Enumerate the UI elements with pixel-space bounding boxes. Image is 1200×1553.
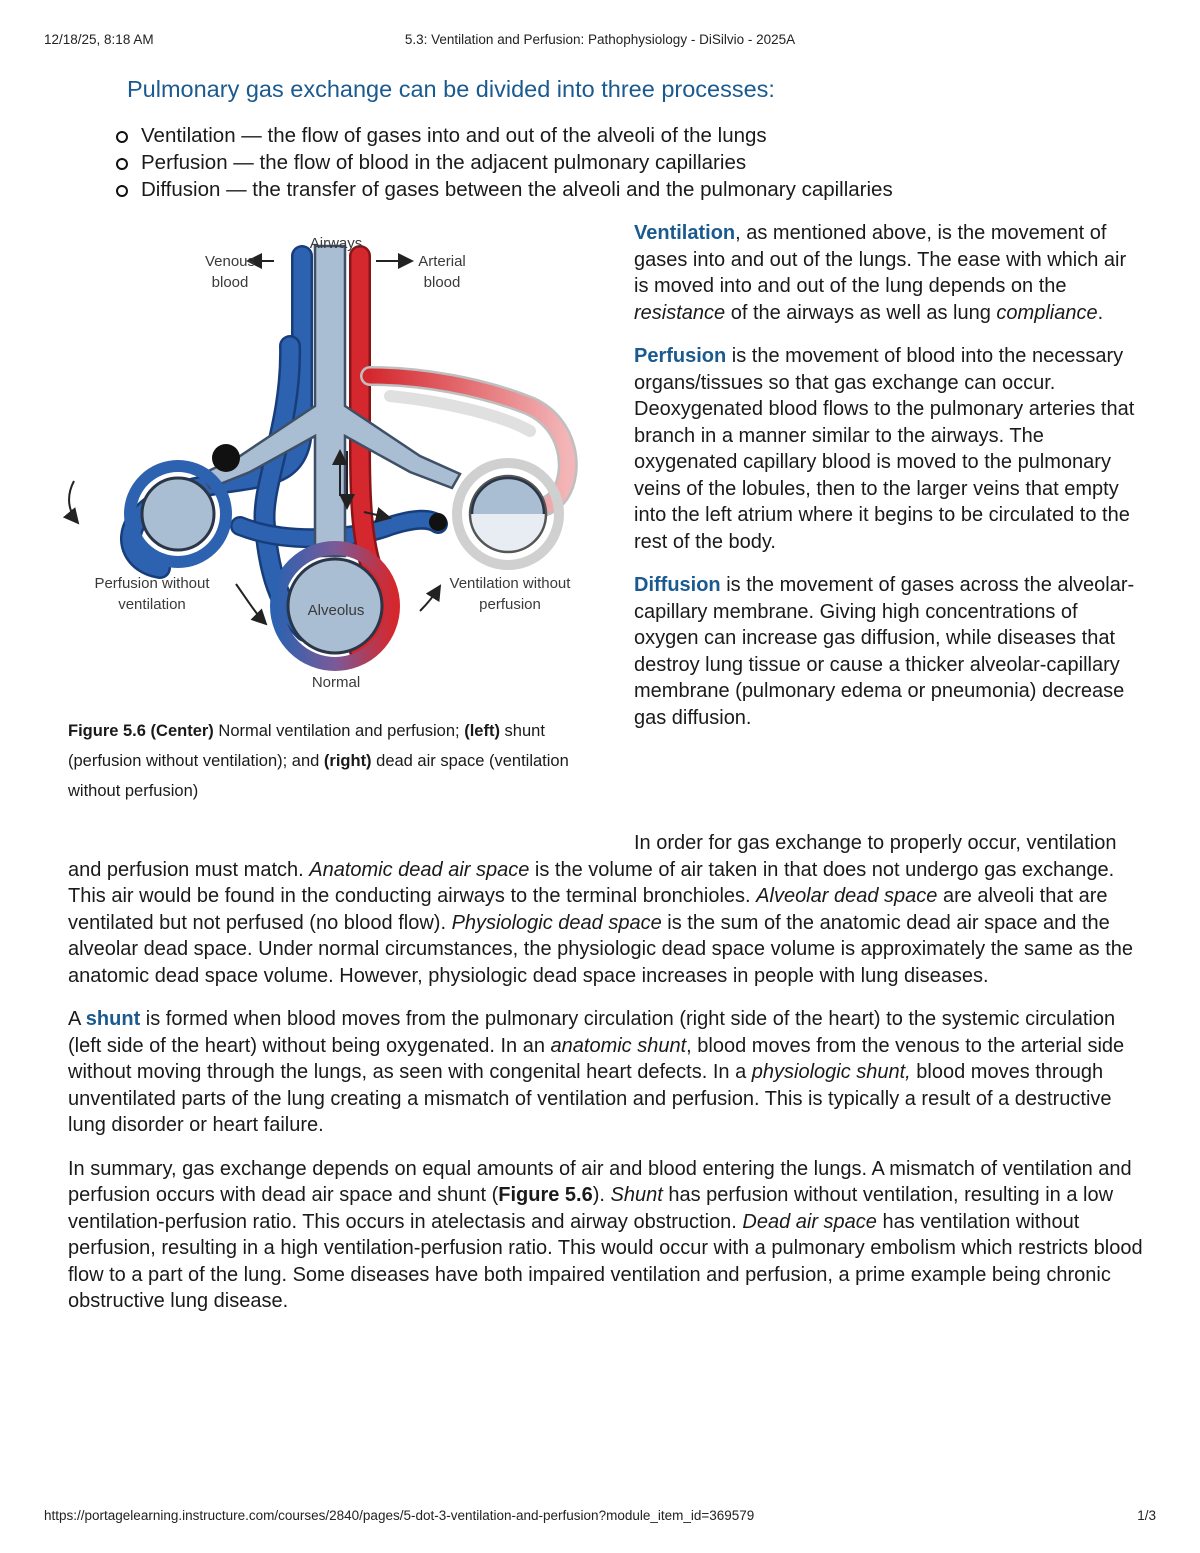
print-page-title: 5.3: Ventilation and Perfusion: Pathophysiology - DiSilvio - 2025A (404, 32, 796, 47)
paragraph-text: is the movement of blood into the necessary organs/tissues so that gas exchange can occur. Deoxygenated blood flows to the pulmonary arteries that branch in a manner similar to the airways. The oxygenated capillary blood is moved to the pulmonary veins of the lobules, then to the larger veins that empty into the left atrium where it begins to be circulated to the rest of the body. (634, 345, 1135, 553)
ventilation-paragraph (634, 220, 1144, 326)
caption-figure-number: Figure 5.6 (68, 722, 146, 740)
caption-right-tag: (right) (323, 752, 372, 770)
list-item-text: Perfusion — the flow of blood in the adjacent pulmonary capillaries (141, 151, 747, 174)
label-right-2: perfusion (479, 596, 541, 613)
paragraph-text: of the airways as well as lung (725, 301, 997, 324)
emphasis-text: physiologic shunt, (751, 1061, 911, 1083)
paragraph-text: In order for gas exchange to properly occur, ventilation and perfusion must match. (68, 832, 1117, 881)
label-normal: Normal (311, 674, 361, 691)
term-diffusion: Diffusion (634, 574, 721, 596)
paragraph-text: A (68, 1008, 86, 1030)
caption-text: dead air space (ventilation without perfusion) (68, 752, 569, 800)
diffusion-paragraph (634, 572, 1144, 731)
print-page-number: 1/3 (1137, 1508, 1156, 1523)
figure-caption (68, 716, 588, 806)
term-perfusion: Perfusion (634, 345, 727, 367)
label-airways: Airways (309, 235, 363, 252)
bullet-circle-icon (116, 131, 128, 143)
perfusion-paragraph (634, 343, 1144, 555)
paragraph-text: blood moves through unventilated parts of the lung creating a mismatch of ventilation and perfusion. This is typically a result of a destructive lung disorder or heart failure. (68, 1061, 1112, 1136)
print-datetime: 12/18/25, 8:18 AM (44, 32, 154, 47)
caption-text: Normal ventilation and perfusion; (213, 722, 465, 740)
process-list (114, 122, 893, 203)
list-item (114, 149, 893, 176)
list-item (114, 176, 893, 203)
embolus-right-icon (429, 513, 447, 531)
caption-left-tag: (left) (464, 722, 500, 740)
caption-center-tag: (Center) (150, 722, 214, 740)
label-arterial-2: blood (423, 274, 461, 291)
alveolus-right-deadspace (457, 463, 559, 565)
term-ventilation: Ventilation (634, 222, 736, 244)
paragraph-text: is the volume of air taken in that does not undergo gas exchange. This air would be found in the conducting airways to the terminal bronchioles. (68, 858, 1115, 907)
term-shunt: shunt (85, 1008, 141, 1030)
definitions-column (634, 220, 1144, 748)
bullet-circle-icon (116, 158, 128, 170)
label-venous-1: Venous (204, 253, 256, 270)
paragraph-text: , blood moves from the venous to the arterial side without moving through the lungs, as seen with congenital heart defects. In a (68, 1034, 1125, 1083)
alveolus-left-shunt (130, 466, 226, 562)
label-arterial-1: Arterial (418, 253, 466, 270)
label-left-2: ventilation (118, 596, 186, 613)
list-item-text: Diffusion — the transfer of gases between the alveoli and the pulmonary capillaries (141, 178, 893, 201)
shunt-paragraph (68, 1006, 1148, 1139)
emphasis-text: Shunt (610, 1184, 663, 1206)
main-body (68, 830, 1148, 1332)
emphasis-text: Physiologic dead space (451, 911, 662, 934)
emphasis-text: Alveolar dead space (756, 885, 938, 907)
bullet-circle-icon (116, 185, 128, 197)
paragraph-text: is formed when blood moves from the pulmonary circulation (right side of the heart) to the systemic circulation (left side of the heart) without being oxygenated. In an (68, 1008, 1116, 1057)
list-item-text: Ventilation — the flow of gases into and out of the alveoli of the lungs (141, 124, 767, 147)
section-heading: Pulmonary gas exchange can be divided into three processes: (127, 76, 775, 102)
emphasis-text: anatomic shunt (550, 1034, 687, 1057)
vq-mismatch-diagram (60, 226, 590, 704)
paragraph-text: is the sum of the anatomic dead air space and the alveolar dead space. Under normal circumstances, the physiologic dead space volume is approximately the same as the anatomic dead space volume. However, physiologic dead space increases in people with lung diseases. (68, 911, 1133, 987)
emphasis-text: Anatomic dead air space (309, 858, 530, 881)
summary-paragraph (68, 1156, 1148, 1315)
label-left-1: Perfusion without (94, 575, 210, 592)
paragraph-text: has perfusion without ventilation, resulting in a low ventilation-perfusion ratio. This occurs in atelectasis and airway obstruction. (68, 1184, 1114, 1233)
list-item (114, 122, 893, 149)
paragraph-text: is the movement of gases across the alveolar-capillary membrane. Giving high concentrations of oxygen can increase gas diffusion, while diseases that destroy lung tissue or cause a thicker alveolar-capillary membrane (pulmonary edema or pneumonia) decrease gas diffusion. (634, 574, 1135, 729)
paragraph-text: . (1097, 301, 1104, 324)
paragraph-text: ). (592, 1184, 611, 1206)
emphasis-text: resistance (634, 301, 726, 324)
paragraph-text: In summary, gas exchange depends on equal amounts of air and blood entering the lungs. A mismatch of ventilation and perfusion occurs with dead air space and shunt ( (68, 1157, 1132, 1206)
emphasis-text: compliance (996, 301, 1098, 324)
dead-space-paragraph (68, 830, 1148, 989)
paragraph-text: , as mentioned above, is the movement of gases into and out of the lungs. The ease with which air is moved into and out of the lung depends on the (634, 222, 1127, 297)
caption-text: shunt (perfusion without ventilation); and (68, 722, 545, 770)
print-url: https://portagelearning.instructure.com/courses/2840/pages/5-dot-3-ventilation-and-perfusion?module_item_id=369579 (44, 1508, 755, 1523)
obstruction-left-icon (212, 444, 240, 472)
label-alveolus: Alveolus (307, 602, 365, 619)
figure-reference: Figure 5.6 (498, 1184, 593, 1206)
paragraph-text: has ventilation without perfusion, resulting in a high ventilation-perfusion ratio. This would occur with a pulmonary embolism which restricts blood flow to a part of the lung. Some diseases have both impaired ventilation and perfusion, a prime example being chronic obstructive lung disease. (68, 1210, 1143, 1312)
label-venous-2: blood (211, 274, 249, 291)
label-right-1: Ventilation without (449, 575, 571, 592)
paragraph-text: are alveoli that are ventilated but not perfused (no blood flow). (68, 885, 1108, 934)
emphasis-text: Dead air space (742, 1210, 877, 1233)
